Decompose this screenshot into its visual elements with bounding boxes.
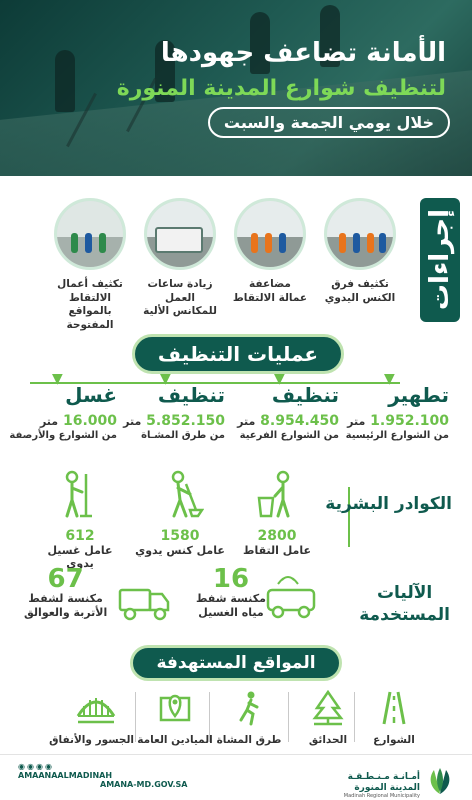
operation-item — [344, 371, 449, 441]
machine-value: 67 — [47, 564, 84, 594]
dust-sweeper-truck-icon — [116, 582, 174, 622]
arrow-down-icon: ▼ — [274, 371, 285, 387]
operation-title: تطهير — [388, 383, 449, 407]
tree-icon — [308, 690, 348, 726]
hr-desc: عامل التقاط — [243, 544, 311, 557]
arrow-down-icon: ▼ — [160, 371, 171, 387]
hero-subtitle: لتنظيف شوارع المدينة المنورة — [116, 76, 446, 101]
hr-desc: عامل غسيل يدوي — [47, 544, 113, 570]
site-item — [211, 690, 287, 746]
site-item — [49, 690, 134, 746]
operation-title: تنظيف — [271, 383, 339, 407]
procedure-item — [134, 198, 226, 319]
procedure-photo — [234, 198, 306, 270]
site-label: الجسور والأنفاق — [49, 734, 134, 746]
hero-worker — [55, 50, 75, 112]
hero-banner — [0, 0, 472, 176]
operation-value: 16.000 متر — [39, 413, 117, 429]
procedure-label: مضاعفة عمالة الالتقاط — [232, 278, 308, 304]
operation-item — [234, 371, 339, 441]
procedure-photo — [54, 198, 126, 270]
procedure-label: تكثيف فرق الكنس اليدوي — [324, 278, 396, 304]
hr-value: 612 — [65, 528, 95, 544]
procedure-item — [314, 198, 406, 305]
operation-item — [9, 371, 117, 441]
hr-item — [35, 470, 125, 570]
hero-title: الأمانة تضاعف جهودها — [160, 38, 446, 68]
bridge-icon — [76, 690, 116, 726]
operations-heading: عمليات التنظيف — [132, 334, 344, 374]
hr-desc: عامل كنس يدوي — [135, 544, 225, 557]
worker-picking-icon — [253, 470, 301, 520]
operation-desc: من الشوارع الرئيسية — [345, 430, 449, 441]
machine-value: 16 — [212, 564, 250, 594]
operation-item — [120, 371, 225, 441]
procedure-photo — [144, 198, 216, 270]
hr-heading: الكوادر البشرية — [325, 494, 452, 514]
machine-item — [24, 566, 107, 621]
water-sweeper-icon — [262, 574, 320, 620]
pedestrian-icon — [229, 690, 269, 726]
operation-title: غسل — [65, 383, 117, 407]
procedures-heading: إجراءات — [420, 198, 460, 322]
machine-desc: مكنسة لشفط الأتربة والعوالق — [24, 592, 108, 620]
operation-value: 8.954.450 متر — [237, 413, 339, 429]
machines-heading: الآليات المستخدمة — [359, 583, 450, 626]
operation-value: 5.852.150 متر — [123, 413, 225, 429]
social-handle[interactable]: ◉◉◉◉ AMAANAALMADINAH — [18, 762, 113, 780]
hr-item — [135, 470, 225, 557]
arrow-down-icon: ▼ — [384, 371, 395, 387]
sites-heading: المواقع المستهدفة — [130, 645, 342, 681]
hr-value: 1580 — [160, 528, 200, 544]
operation-desc: من طرق المشـاة — [141, 430, 225, 441]
operation-title: تنظيف — [157, 383, 225, 407]
procedure-item — [224, 198, 316, 305]
site-label: الحدائق — [308, 734, 348, 746]
amana-logo-icon — [424, 766, 456, 796]
hero-period: خلال يومي الجمعة والسبت — [208, 107, 450, 138]
site-label: طرق المشاة — [216, 734, 282, 746]
procedure-label: تكثيف أعمال الالتقاط بالمواقع المفتوحة — [57, 278, 123, 331]
procedure-item — [44, 198, 136, 333]
site-label: الميادين العامة — [137, 734, 213, 746]
road-icon — [374, 690, 414, 726]
website-link[interactable]: AMANA-MD.GOV.SA — [100, 780, 188, 789]
operation-value: 1.952.100 متر — [347, 413, 449, 429]
hr-item — [232, 470, 322, 557]
org-name: أمـانـة مـنـطـقـة المدينة المنورة — [347, 772, 420, 793]
social-icons: ◉◉◉◉ — [18, 762, 54, 771]
site-divider — [135, 692, 136, 742]
site-item — [290, 690, 366, 746]
procedure-photo — [324, 198, 396, 270]
site-label: الشوارع — [373, 734, 415, 746]
operation-desc: من الشوارع الفرعية — [239, 430, 339, 441]
procedure-label: زيادة ساعات العمل للمكانس الألية — [143, 278, 217, 318]
org-name-en: Madinah Regional Municipality — [343, 793, 420, 799]
site-item — [137, 690, 213, 746]
site-item — [356, 690, 432, 746]
operation-desc: من الشوارع والأرصفة — [9, 430, 117, 441]
machine-item — [196, 566, 266, 621]
machine-desc: مكنسة شفط مياه الغسيل — [196, 592, 266, 620]
arrow-down-icon: ▼ — [52, 371, 63, 387]
map-pin-icon — [155, 690, 195, 726]
worker-sweeping-icon — [156, 470, 204, 520]
worker-washing-icon — [56, 470, 104, 520]
hr-value: 2800 — [257, 528, 297, 544]
site-divider — [288, 692, 289, 742]
